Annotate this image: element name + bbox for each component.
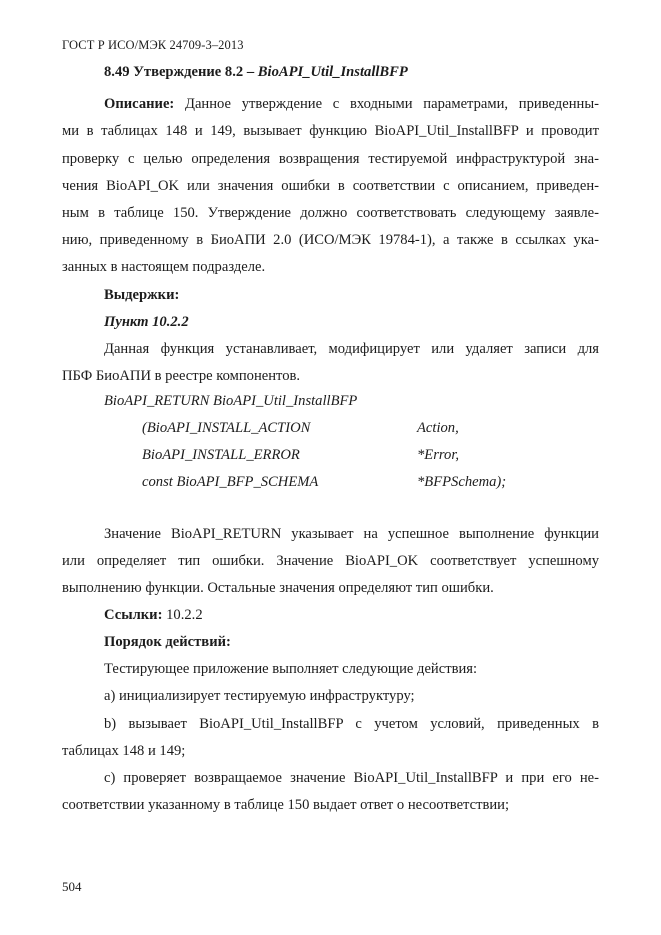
description-line-6: нию, приведенному в БиоАПИ 2.0 (ИСО/МЭК 19784-1), а также в ссылках ука-	[62, 232, 599, 248]
return-line-3: выполнению функции. Остальные значения определяют тип ошибки.	[62, 580, 494, 596]
excerpt-line-1: Данная функция устанавливает, модифицирует или удаляет записи для	[104, 341, 599, 357]
code-param-name-2: *Error,	[417, 447, 460, 463]
code-param-name-1: Action,	[417, 420, 459, 436]
section-number: 8.49 Утверждение 8.2 –	[104, 64, 255, 80]
description-line-2: ми в таблицах 148 и 149, вызывает функцию BioAPI_Util_InstallBFP и проводит	[62, 123, 599, 139]
description-line-5: ным в таблице 150. Утверждение должно соответствовать следующему заявле-	[62, 205, 599, 221]
excerpt-line-2: ПБФ БиоАПИ в реестре компонентов.	[62, 368, 301, 384]
code-signature: BioAPI_RETURN BioAPI_Util_InstallBFP	[104, 393, 358, 409]
return-line-2: или определяет тип ошибки. Значение BioAPI_OK соответствует успешному	[62, 553, 599, 569]
clause-heading: Пункт 10.2.2	[104, 314, 189, 330]
procedure-step-a: а) инициализирует тестируемую инфраструктуру;	[104, 688, 415, 704]
procedure-step-c-line-2: соответствии указанному в таблице 150 выдает ответ о несоответствии;	[62, 797, 510, 813]
page-number: 504	[62, 879, 82, 894]
excerpts-label: Выдержки:	[104, 287, 180, 303]
section-heading	[104, 64, 408, 81]
procedure-step-b-line-1: b) вызывает BioAPI_Util_InstallBFP с учетом условий, приведенных в	[104, 716, 599, 732]
procedure-label: Порядок действий:	[104, 634, 231, 650]
description-label: Описание:	[104, 96, 175, 112]
code-param-type-2: BioAPI_INSTALL_ERROR	[142, 447, 300, 463]
code-param-type-1: (BioAPI_INSTALL_ACTION	[142, 420, 311, 436]
procedure-step-b-line-2: таблицах 148 и 149;	[62, 743, 186, 759]
code-param-name-3: *BFPSchema);	[417, 474, 507, 490]
description-line-1	[104, 95, 599, 113]
code-param-type-3: const BioAPI_BFP_SCHEMA	[142, 474, 319, 490]
section-title: BioAPI_Util_InstallBFP	[257, 64, 408, 80]
description-text-1: Данное утверждение с входными параметрами, приведенны-	[185, 96, 599, 112]
procedure-intro: Тестирующее приложение выполняет следующие действия:	[104, 661, 478, 677]
return-line-1: Значение BioAPI_RETURN указывает на успешное выполнение функции	[104, 526, 599, 542]
references-line	[104, 606, 203, 624]
description-line-7: занных в настоящем подразделе.	[62, 259, 266, 275]
procedure-step-c-line-1: c) проверяет возвращаемое значение BioAPI_Util_InstallBFP и при его не-	[104, 770, 599, 786]
references-value: 10.2.2	[166, 607, 203, 623]
description-line-4: чения BioAPI_OK или значения ошибки в соответствии с описанием, приведен-	[62, 178, 599, 194]
document-header: ГОСТ Р ИСО/МЭК 24709-3–2013	[62, 38, 244, 52]
references-label: Ссылки:	[104, 607, 163, 623]
description-line-3: проверку с целью определения возвращения тестируемой инфраструктурой зна-	[62, 151, 599, 167]
